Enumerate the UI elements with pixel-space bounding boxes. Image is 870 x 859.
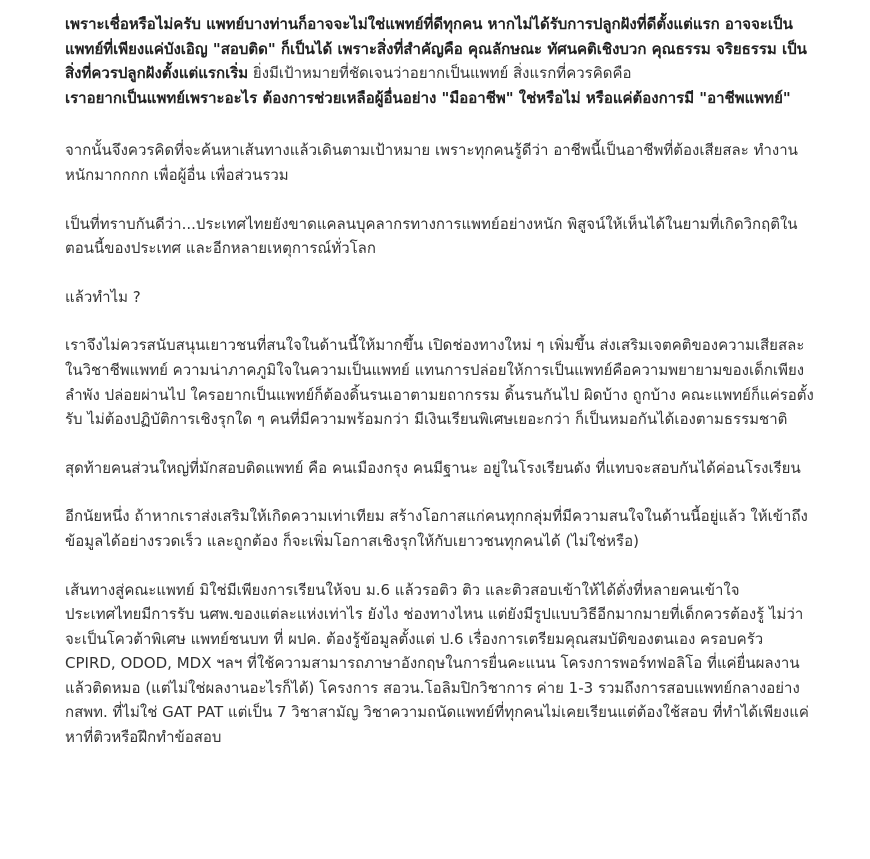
paragraph-support-youth: เราจึงไม่ควรสนับสนุนเยาวชนที่สนใจในด้านนี้ให้มากขึ้น เปิดช่องทางใหม่ ๆ เพิ่มขึ้น ส่งเสริมเจตคติของความเสียสละในวิชาชีพแพทย์ ความน่าภาคภูมิใจในความเป็นแพทย์ แทนการปล่อยให้การเป็นแพทย์คือความพยายามของเด็กเพียงลำพัง ปล่อยผ่านไป ใครอยากเป็นแพทย์ก็ต้องดิ้นรนเอาตามยถากรรม ดิ้นรนกันไป ผิดบ้าง ถูกบ้าง คณะแพทย์ก็แค่รอตั้งรับ ไม่ต้องปฏิบัติการเชิงรุกใด ๆ คนที่มีความพร้อมกว่า มีเงินเรียนพิเศษเยอะกว่า ก็เป็นหมอกันได้เองตามธรรมชาติ [65,336,814,429]
paragraph-shortage: เป็นที่ทราบกันดีว่า...ประเทศไทยยังขาดแคลนบุคลากรทางการแพทย์อย่างหนัก พิสูจน์ให้เห็นได้ในยามที่เกิดวิกฤติในตอนนี้ของประเทศ และอีกหลายเหตุการณ์ทั่วโลก [65,214,798,258]
intro-paragraph [65,12,815,110]
paragraph-path-goal: จากนั้นจึงควรคิดที่จะค้นหาเส้นทางแล้วเดินตามเป้าหมาย เพราะทุกคนรู้ดีว่า อาชีพนี้เป็นอาชีพที่ต้องเสียสละ ทำงานหนักมากกกก เพื่อผู้อื่น เพื่อส่วนรวม [65,141,798,184]
paragraph-question: แล้วทำไม ? [65,287,141,306]
paragraph-equality: อีกนัยหนึ่ง ถ้าหากเราส่งเสริมให้เกิดความเท่าเทียม สร้างโอกาสแก่คนทุกกลุ่มที่มีความสนใจในด้านนี้อยู่แล้ว ให้เข้าถึงข้อมูลได้อย่างรวดเร็ว และถูกต้อง ก็จะเพิ่มโอกาสเชิงรุกให้กับเยาวชนทุกคนได้ (ไม่ใช่หรือ) [65,507,808,550]
intro-normal-text: ยิ่งมีเป้าหมายที่ชัดเจนว่าอยากเป็นแพทย์ สิ่งแรกที่ควรคิดคือ [248,64,632,83]
intro-bold-statement: เพราะเชื่อหรือไม่ครับ แพทย์บางท่านก็อาจจะไม่ใช่แพทย์ที่ดีทุกคน หากไม่ได้รับการปลูกฝังที่ดีตั้งแต่แรก อาจจะเป็นแพทย์ที่เพียงแค่บังเอิญ "สอบติด" ก็เป็นได้ เพราะสิ่งที่สำคัญคือ คุณลักษณะ ทัศนคติเชิงบวก คุณธรรม จริยธรรม เป็นสิ่งที่ควรปลูกฝังตั้งแต่แรกเริ่ม [65,15,807,83]
paragraph-urban-students: สุดท้ายคนส่วนใหญ่ที่มักสอบติดแพทย์ คือ คนเมืองกรุง คนมีฐานะ อยู่ในโรงเรียนดัง ที่แทบจะสอบกันได้ค่อนโรงเรียน [65,458,801,477]
article-body [65,12,815,774]
intro-bold-question: เราอยากเป็นแพทย์เพราะอะไร ต้องการช่วยเหลือผู้อื่นอย่าง "มืออาชีพ" ใช่หรือไม่ หรือแค่ต้องการมี "อาชีพแพทย์" [65,88,791,107]
paragraph-admission-paths: เส้นทางสู่คณะแพทย์ มิใช่มีเพียงการเรียนให้จบ ม.6 แล้วรอติว ติว และติวสอบเข้าให้ได้ดั่งที่หลายคนเข้าใจ ประเทศไทยมีการรับ นศพ.ของแต่ละแห่งเท่าไร ยังไง ช่องทางไหน แต่ยังมีรูปแบบวิธีอีกมากมายที่เด็กควรต้องรู้ ไม่ว่าจะเป็นโควต้าพิเศษ แพทย์ชนบท ที่ ผปค. ต้องรู้ข้อมูลตั้งแต่ ป.6 เรื่องการเตรียมคุณสมบัติของตนเอง ครอบครัว CPIRD, ODOD, MDX ฯลฯ ที่ใช้ความสามารถภาษาอังกฤษในการยื่นคะแนน โครงการพอร์ทฟอลิโอ ที่แค่ยื่นผลงานแล้วติดหมอ (แต่ไม่ใช่ผลงานอะไรก็ได้) โครงการ สอวน.โอลิมปิกวิชาการ ค่าย 1-3 รวมถึงการสอบแพทย์กลางอย่าง กสพท. ที่ไม่ใช่ GAT PAT แต่เป็น 7 วิชาสามัญ วิชาความถนัดแพทย์ที่ทุกคนไม่เคยเรียนแต่ต้องใช้สอบ ที่ทำได้เพียงแค่หาที่ติวหรือฝึกทำข้อสอบ [65,580,809,747]
